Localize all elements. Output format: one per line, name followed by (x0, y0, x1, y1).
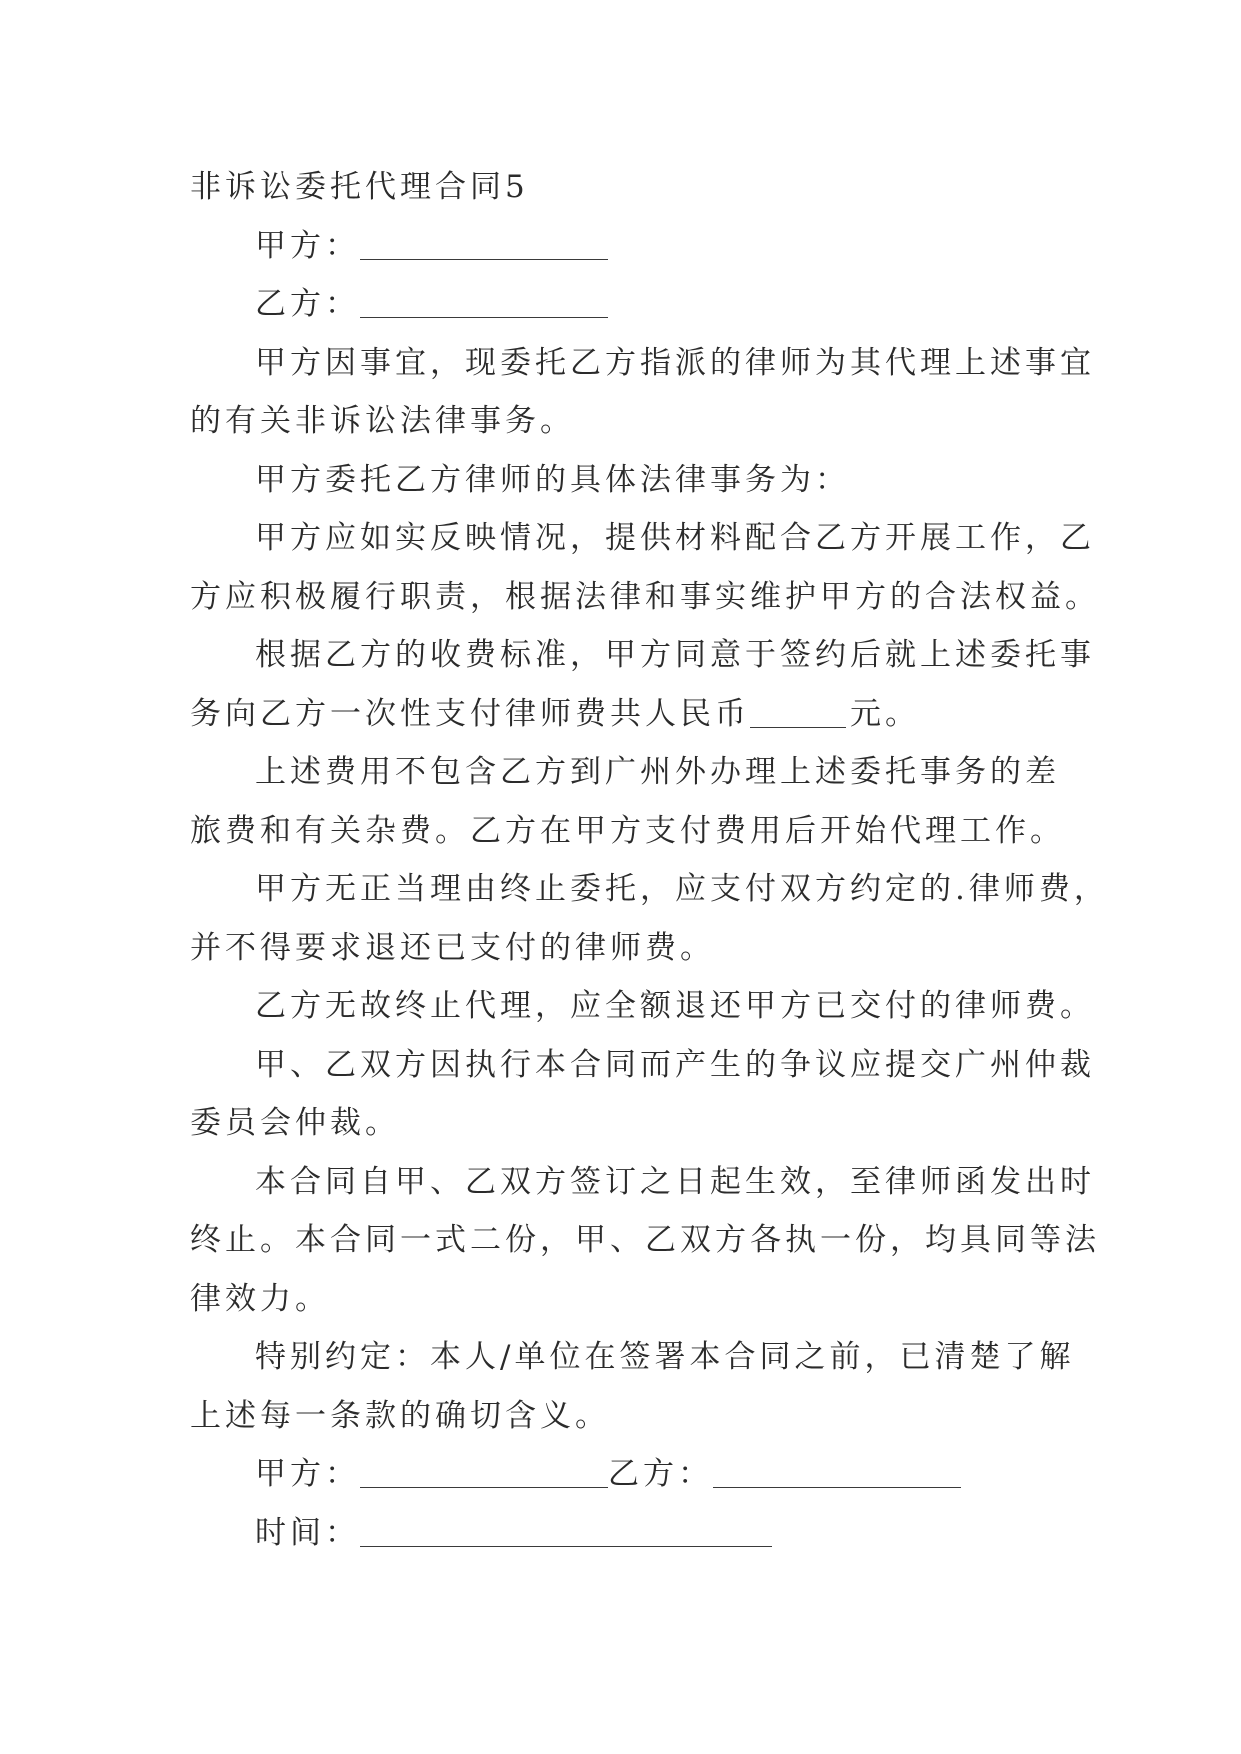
document-title: 非诉讼委托代理合同5 (190, 169, 529, 205)
time-blank[interactable] (360, 1516, 772, 1547)
paragraph-line: 并不得要求退还已支付的律师费。 (190, 929, 715, 966)
party-b-line (190, 275, 1050, 334)
paragraph-line: 甲、乙双方因执行本合同而产生的争议应提交广州仲裁 (255, 1046, 1095, 1083)
signature-party-b-label: 乙方： (608, 1456, 713, 1492)
paragraph-line: 乙方无故终止代理，应全额退还甲方已交付的律师费。 (255, 988, 1095, 1024)
fee-text: 务向乙方一次性支付律师费共人民币 (190, 695, 750, 732)
paragraph-line: 方应积极履行职责，根据法律和事实维护甲方的合法权益。 (190, 578, 1100, 615)
fee-unit: 元。 (850, 695, 920, 732)
contract-body (190, 158, 1109, 1562)
party-a-label: 甲方： (255, 227, 360, 264)
signature-party-b-blank[interactable] (713, 1457, 961, 1488)
fee-amount-blank[interactable] (750, 697, 846, 728)
signature-party-a-label: 甲方： (255, 1456, 360, 1492)
signature-party-a-blank[interactable] (360, 1457, 608, 1488)
party-b-blank[interactable] (360, 287, 608, 318)
paragraph-line: 甲方委托乙方律师的具体法律事务为： (255, 461, 850, 498)
signature-line (190, 1445, 1050, 1504)
paragraph-line: 旅费和有关杂费。乙方在甲方支付费用后开始代理工作。 (190, 812, 1065, 849)
paragraph-line: 根据乙方的收费标准，甲方同意于签约后就上述委托事 (255, 637, 1095, 673)
paragraph-line: 委员会仲裁。 (190, 1105, 400, 1141)
party-a-blank[interactable] (360, 229, 608, 260)
paragraph-line: 甲方无正当理由终止委托，应支付双方约定的.律师费， (255, 871, 1109, 907)
party-a-line (190, 217, 1050, 276)
paragraph-line: 上述费用不包含乙方到广州外办理上述委托事务的差 (255, 754, 1060, 790)
time-line (190, 1504, 1050, 1563)
fee-line (190, 685, 1050, 744)
paragraph-line: 本合同自甲、乙双方签订之日起生效，至律师函发出时 (255, 1163, 1095, 1200)
party-b-label: 乙方： (255, 286, 360, 322)
paragraph-line: 特别约定：本人/单位在签署本合同之前，已清楚了解 (255, 1339, 1075, 1375)
paragraph-line: 甲方因事宜，现委托乙方指派的律师为其代理上述事宜 (255, 344, 1095, 381)
paragraph-line: 律效力。 (190, 1280, 330, 1317)
time-label: 时间： (255, 1514, 360, 1551)
paragraph-line: 上述每一条款的确切含义。 (190, 1397, 610, 1434)
paragraph-line: 的有关非诉讼法律事务。 (190, 403, 575, 439)
paragraph-line: 终止。本合同一式二份，甲、乙双方各执一份，均具同等法 (190, 1222, 1100, 1258)
paragraph-line: 甲方应如实反映情况，提供材料配合乙方开展工作，乙 (255, 520, 1095, 556)
